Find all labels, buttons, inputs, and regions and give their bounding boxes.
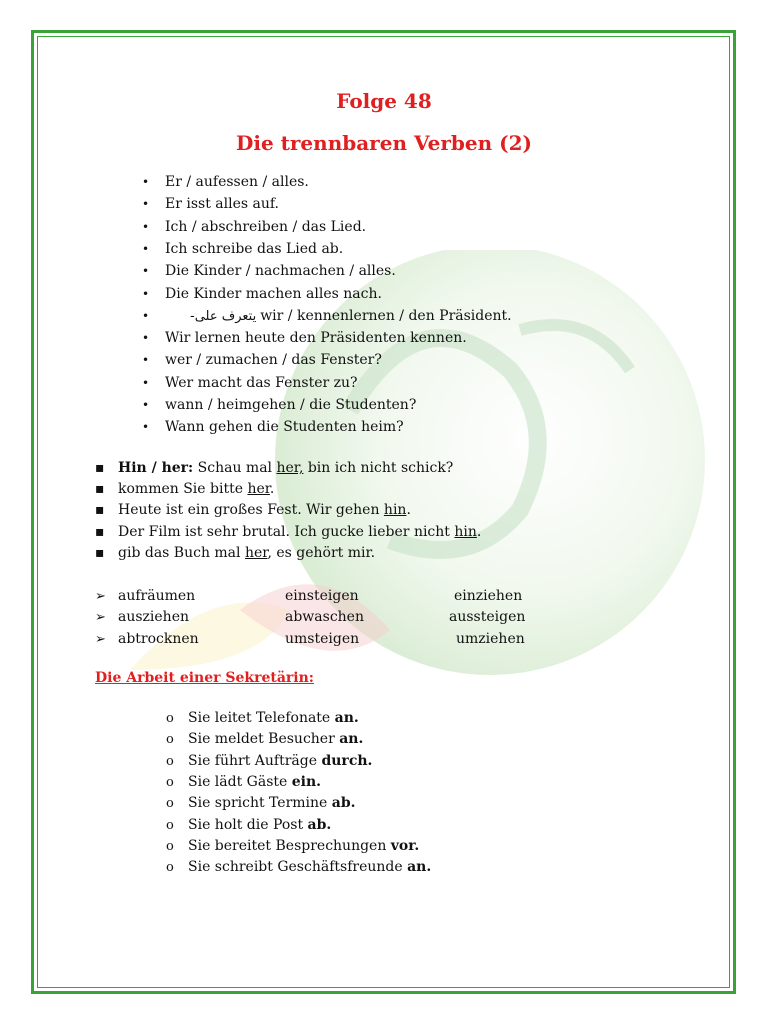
verb-particle: an. bbox=[339, 731, 364, 747]
list-item: Die Kinder machen alles nach. bbox=[165, 286, 382, 302]
bullet-icon bbox=[142, 374, 149, 392]
verb-particle: vor. bbox=[390, 838, 420, 854]
list-item bbox=[188, 730, 363, 748]
verb-cell: ausziehen bbox=[118, 609, 190, 625]
list-item-text: Sie lädt Gäste bbox=[188, 774, 292, 790]
list-item-text: Sie führt Aufträge bbox=[188, 753, 322, 769]
list-item: Heute ist ein großes Fest. Wir gehen hin. bbox=[118, 502, 411, 518]
verb-particle: ab. bbox=[307, 817, 332, 833]
list-item: Wann gehen die Studenten heim? bbox=[165, 419, 404, 435]
bullet-icon bbox=[142, 195, 149, 213]
list-item: kommen Sie bitte her. bbox=[118, 481, 275, 497]
circle-bullet-icon bbox=[166, 730, 174, 749]
list-item-text: Sie meldet Besucher bbox=[188, 731, 340, 747]
bullet-icon bbox=[142, 329, 149, 347]
bullet-icon bbox=[142, 262, 149, 280]
verb-cell: einsteigen bbox=[285, 588, 359, 604]
list-item: Ich / abschreiben / das Lied. bbox=[165, 219, 367, 235]
square-bullet-icon bbox=[95, 480, 105, 498]
list-item: Wer macht das Fenster zu? bbox=[165, 375, 358, 391]
list-item-text: wir / kennenlernen / den Präsident. bbox=[260, 308, 512, 324]
list-item-text: Sie spricht Termine bbox=[188, 795, 332, 811]
verb-cell: einziehen bbox=[454, 588, 523, 604]
bullet-icon bbox=[142, 240, 149, 258]
verb-particle: an. bbox=[334, 710, 359, 726]
list-item: Er / aufessen / alles. bbox=[165, 174, 309, 190]
list-item: Wir lernen heute den Präsidenten kennen. bbox=[165, 330, 467, 346]
list-item-text: Sie holt die Post bbox=[188, 817, 308, 833]
circle-bullet-icon bbox=[166, 752, 174, 771]
bullet-icon bbox=[142, 307, 149, 325]
list-item-text: Sie leitet Telefonate bbox=[188, 710, 335, 726]
verb-cell: abtrocknen bbox=[118, 631, 199, 647]
circle-bullet-icon bbox=[166, 858, 174, 877]
bullet-icon bbox=[142, 285, 149, 303]
bullet-icon bbox=[142, 418, 149, 436]
list-item bbox=[190, 307, 512, 326]
arrow-bullet-icon bbox=[95, 630, 106, 649]
list-item: Ich schreibe das Lied ab. bbox=[165, 241, 344, 257]
section-heading: Die Arbeit einer Sekretärin: bbox=[95, 670, 314, 686]
verb-cell: abwaschen bbox=[285, 609, 364, 625]
verb-particle: ein. bbox=[291, 774, 322, 790]
list-item: wer / zumachen / das Fenster? bbox=[165, 352, 382, 368]
verb-cell: umsteigen bbox=[285, 631, 360, 647]
episode-title: Folge 48 bbox=[336, 89, 432, 113]
bullet-icon bbox=[142, 351, 149, 369]
square-bullet-icon bbox=[95, 459, 105, 477]
square-bullet-icon bbox=[95, 523, 105, 541]
list-item bbox=[188, 816, 331, 834]
list-item bbox=[188, 752, 372, 770]
list-item-text: Sie bereitet Besprechungen bbox=[188, 838, 391, 854]
list-item bbox=[188, 794, 356, 812]
arrow-bullet-icon bbox=[95, 587, 106, 606]
list-item bbox=[188, 773, 321, 791]
bullet-icon bbox=[142, 218, 149, 236]
list-item: Er isst alles auf. bbox=[165, 196, 280, 212]
list-item: wann / heimgehen / die Studenten? bbox=[165, 397, 417, 413]
bullet-icon bbox=[142, 173, 149, 191]
circle-bullet-icon bbox=[166, 709, 174, 728]
list-item: Der Film ist sehr brutal. Ich gucke lieber nicht hin. bbox=[118, 524, 482, 540]
topic-title: Die trennbaren Verben (2) bbox=[236, 131, 532, 155]
bullet-icon bbox=[142, 396, 149, 414]
list-item bbox=[188, 709, 359, 727]
circle-bullet-icon bbox=[166, 794, 174, 813]
square-bullet-icon bbox=[95, 544, 105, 562]
circle-bullet-icon bbox=[166, 773, 174, 792]
list-item: Die Kinder / nachmachen / alles. bbox=[165, 263, 396, 279]
circle-bullet-icon bbox=[166, 837, 174, 856]
list-item: Hin / her: Schau mal her, bin ich nicht schick? bbox=[118, 460, 454, 476]
verb-cell: aufräumen bbox=[118, 588, 196, 604]
verb-particle: durch. bbox=[321, 753, 373, 769]
arabic-note: يتعرف على- bbox=[190, 309, 257, 324]
arrow-bullet-icon bbox=[95, 608, 106, 627]
list-item-text: Sie schreibt Geschäftsfreunde bbox=[188, 859, 408, 875]
list-item bbox=[188, 837, 419, 855]
circle-bullet-icon bbox=[166, 816, 174, 835]
list-item bbox=[188, 858, 431, 876]
verb-particle: ab. bbox=[331, 795, 356, 811]
verb-particle: an. bbox=[407, 859, 432, 875]
square-bullet-icon bbox=[95, 501, 105, 519]
verb-cell: aussteigen bbox=[449, 609, 526, 625]
list-item: gib das Buch mal her, es gehört mir. bbox=[118, 545, 376, 561]
verb-cell: umziehen bbox=[456, 631, 525, 647]
